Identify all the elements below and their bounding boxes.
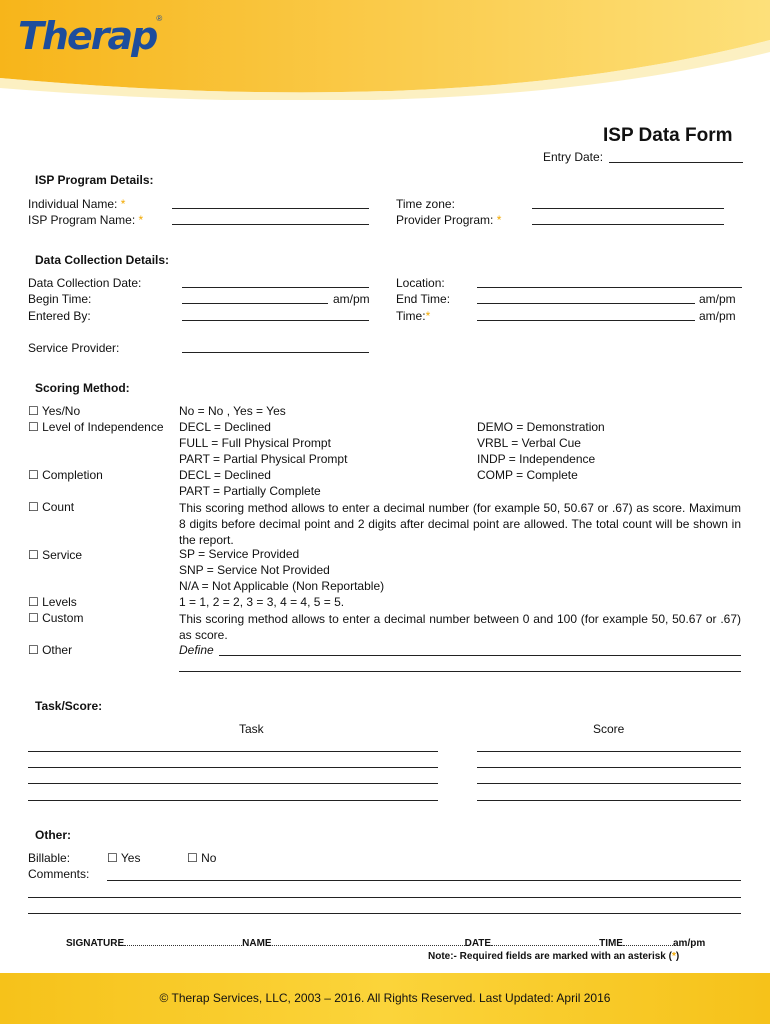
completion-legend-decl: DECL = Declined <box>179 468 271 482</box>
define-field[interactable] <box>219 655 741 656</box>
form-title: ISP Data Form <box>603 125 733 146</box>
loi-legend-demo: DEMO = Demonstration <box>477 420 605 434</box>
end-time-ampm: am/pm <box>699 292 736 306</box>
begin-time-label: Begin Time: <box>28 292 92 306</box>
date-field[interactable] <box>491 937 599 946</box>
footer-band <box>0 973 770 1024</box>
signature-row <box>66 937 705 949</box>
collection-heading: Data Collection Details: <box>35 253 170 267</box>
score-column-header: Score <box>593 722 625 736</box>
time-label: Time:* <box>396 309 431 323</box>
service-legend-sp: SP = Service Provided <box>179 547 300 561</box>
define-label: Define <box>179 643 214 657</box>
task-field-3[interactable] <box>28 783 438 784</box>
program-heading: ISP Program Details: <box>35 173 154 187</box>
count-description: This scoring method allows to enter a decimal number (for example 50, 50.67 or .67) as score. Maximum 8 digits before decimal point and 2 digits after decimal point are allowed. The total count will be shown in the report. <box>179 501 741 547</box>
define-field-2[interactable] <box>179 671 741 672</box>
checkbox-count[interactable]: ☐ Count <box>28 500 75 514</box>
checkbox-service[interactable]: ☐ Service <box>28 548 83 562</box>
time-sign-field[interactable] <box>623 937 673 946</box>
task-field-2[interactable] <box>28 767 438 768</box>
entered-by-field[interactable] <box>182 320 369 321</box>
service-provider-field[interactable] <box>182 352 369 353</box>
collection-date-label: Data Collection Date: <box>28 276 142 290</box>
end-time-field[interactable] <box>477 303 695 304</box>
provider-program-label: Provider Program: * <box>396 213 502 227</box>
comments-label: Comments: <box>28 867 90 881</box>
checkbox-levels[interactable]: ☐ Levels <box>28 595 77 609</box>
time-zone-label: Time zone: <box>396 197 455 211</box>
loi-legend-indp: INDP = Independence <box>477 452 596 466</box>
entry-date-label: Entry Date: <box>543 150 604 164</box>
loi-legend-full: FULL = Full Physical Prompt <box>179 436 331 450</box>
task-field-4[interactable] <box>28 800 438 801</box>
billable-label: Billable: <box>28 851 71 865</box>
service-legend-na: N/A = Not Applicable (Non Reportable) <box>179 579 385 593</box>
entered-by-label: Entered By: <box>28 309 91 323</box>
task-column-header: Task <box>239 722 264 736</box>
checkbox-level-of-independence[interactable]: ☐ Level of Independence <box>28 420 164 434</box>
entry-date-field[interactable] <box>609 162 743 163</box>
required-note: Note:- Required fields are marked with an asterisk (*) <box>428 951 680 962</box>
score-field-2[interactable] <box>477 767 741 768</box>
task-field-1[interactable] <box>28 751 438 752</box>
checkbox-custom[interactable]: ☐ Custom <box>28 611 84 625</box>
signature-field[interactable] <box>124 937 242 946</box>
footer-copyright: © Therap Services, LLC, 2003 – 2016. All Rights Reserved. Last Updated: April 2016 <box>159 991 611 1005</box>
signature-label: SIGNATURE <box>66 938 125 949</box>
name-field[interactable] <box>272 937 465 946</box>
loi-legend-part: PART = Partial Physical Prompt <box>179 452 348 466</box>
checkbox-yes-no[interactable]: ☐ Yes/No <box>28 404 81 418</box>
individual-name-field[interactable] <box>172 208 369 209</box>
other-heading: Other: <box>35 828 71 842</box>
isp-program-name-field[interactable] <box>172 224 369 225</box>
custom-description: This scoring method allows to enter a decimal number between 0 and 100 (for example 50, 50.67 or .67) as score. <box>179 612 741 642</box>
provider-program-field[interactable] <box>532 224 724 225</box>
isp-program-name-label: ISP Program Name: * <box>28 213 144 227</box>
time-field[interactable] <box>477 320 695 321</box>
billable-yes-checkbox[interactable]: ☐ Yes <box>107 851 141 865</box>
service-legend-snp: SNP = Service Not Provided <box>179 563 330 577</box>
completion-legend-part: PART = Partially Complete <box>179 484 321 498</box>
header-banner <box>0 0 770 100</box>
time-label: TIME <box>599 938 623 949</box>
time-zone-field[interactable] <box>532 208 724 209</box>
loi-legend-decl: DECL = Declined <box>179 420 271 434</box>
score-field-3[interactable] <box>477 783 741 784</box>
time-ampm: am/pm <box>699 309 736 323</box>
levels-legend: 1 = 1, 2 = 2, 3 = 3, 4 = 4, 5 = 5. <box>179 595 345 609</box>
billable-no-checkbox[interactable]: ☐ No <box>187 851 217 865</box>
sign-ampm: am/pm <box>672 938 706 949</box>
service-provider-label: Service Provider: <box>28 341 120 355</box>
scoring-heading: Scoring Method: <box>35 381 130 395</box>
checkbox-other[interactable]: ☐ Other <box>28 643 73 657</box>
yes-no-legend: No = No , Yes = Yes <box>179 404 286 418</box>
loi-legend-vrbl: VRBL = Verbal Cue <box>477 436 581 450</box>
score-field-4[interactable] <box>477 800 741 801</box>
end-time-label: End Time: <box>396 292 451 306</box>
score-field-1[interactable] <box>477 751 741 752</box>
task-score-heading: Task/Score: <box>35 699 103 713</box>
comments-field-3[interactable] <box>28 913 741 914</box>
comments-field-2[interactable] <box>28 897 741 898</box>
checkbox-completion[interactable]: ☐ Completion <box>28 468 103 482</box>
therap-logo: Therap® <box>18 14 163 58</box>
begin-time-ampm: am/pm <box>333 292 370 306</box>
location-label: Location: <box>396 276 445 290</box>
individual-name-label: Individual Name: * <box>28 197 126 211</box>
date-label: DATE <box>464 938 492 949</box>
comments-field-1[interactable] <box>107 880 741 881</box>
begin-time-field[interactable] <box>182 303 328 304</box>
name-label: NAME <box>242 938 272 949</box>
location-field[interactable] <box>477 287 742 288</box>
collection-date-field[interactable] <box>182 287 369 288</box>
completion-legend-comp: COMP = Complete <box>477 468 578 482</box>
